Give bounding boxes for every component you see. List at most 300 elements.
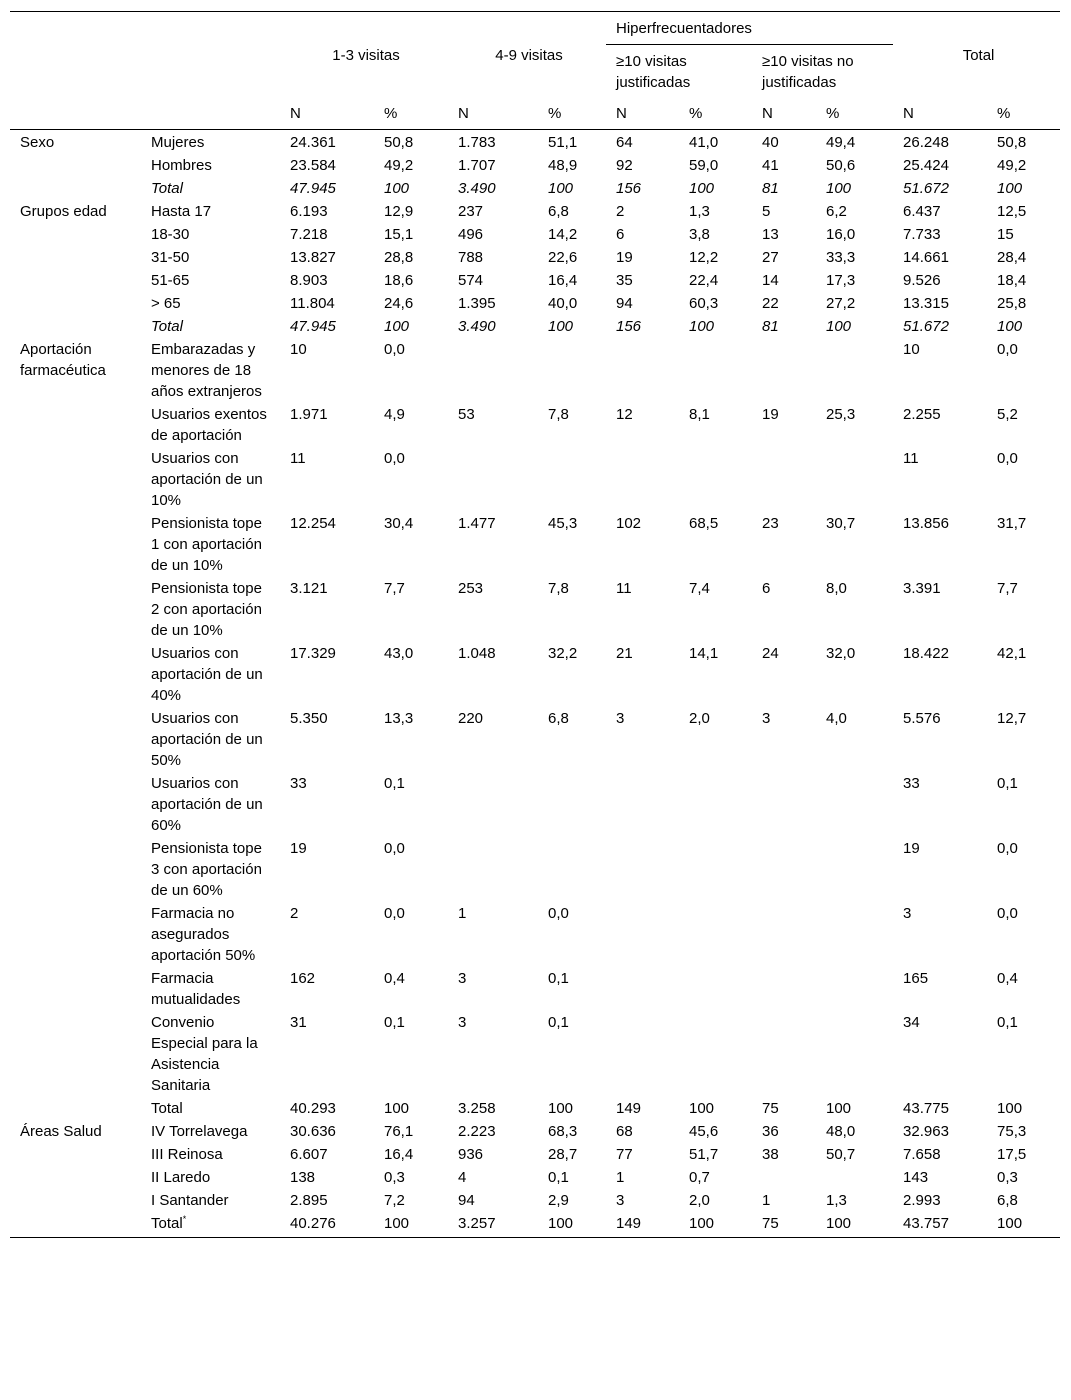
cell-pct <box>538 338 606 403</box>
cell-n: 1.783 <box>458 134 496 151</box>
cell-pct: 25,3 <box>826 406 856 423</box>
row-category: Convenio Especial para la Asistencia Sanitaria <box>151 1014 258 1094</box>
cell-pct: 8,1 <box>689 406 710 423</box>
cell-pct: 100 <box>997 1100 1023 1117</box>
table-row <box>10 338 1060 403</box>
cell-pct: 0,0 <box>997 840 1018 857</box>
cell-n: 9.526 <box>903 272 941 289</box>
cell-pct: 59,0 <box>689 157 719 174</box>
cell-pct: 1,3 <box>689 203 710 220</box>
cell-n: 11 <box>290 450 306 467</box>
cell-n: 143 <box>903 1169 929 1186</box>
cell-n: 6 <box>762 580 771 597</box>
cell-pct: 17,3 <box>826 272 856 289</box>
header-n: N <box>893 98 987 130</box>
table-row <box>10 1212 1060 1238</box>
header-pct: % <box>987 98 1060 130</box>
cell-pct: 100 <box>997 180 1023 197</box>
cell-pct: 32,0 <box>826 645 856 662</box>
cell-n: 165 <box>903 970 929 987</box>
cell-n: 41 <box>762 157 779 174</box>
cell-pct: 100 <box>374 1212 448 1238</box>
cell-pct: 43,0 <box>384 645 414 662</box>
cell-pct: 0,0 <box>384 905 405 922</box>
cell-pct: 0,0 <box>997 450 1018 467</box>
cell-n: 23 <box>762 515 779 532</box>
cell-n: 47.945 <box>290 318 336 335</box>
cell-n: 3.121 <box>290 580 328 597</box>
header-n: N <box>606 98 679 130</box>
cell-pct: 13,3 <box>384 710 414 727</box>
table-row <box>10 1097 1060 1120</box>
cell-n: 3 <box>458 1014 467 1031</box>
cell-pct: 0,4 <box>997 970 1018 987</box>
row-category: Farmacia mutualidades <box>151 970 241 1008</box>
cell-n <box>752 772 816 837</box>
header-blank <box>10 12 141 45</box>
header-10-justificadas: ≥10 visitas justificadas <box>616 52 691 91</box>
cell-pct: 18,6 <box>384 272 414 289</box>
cell-n <box>752 338 816 403</box>
table-row <box>10 642 1060 707</box>
cell-pct: 45,3 <box>548 515 578 532</box>
cell-n: 43.775 <box>903 1100 949 1117</box>
table-row <box>10 200 1060 223</box>
cell-n: 47.945 <box>290 180 336 197</box>
cell-n: 13.827 <box>290 249 336 266</box>
cell-pct: 7,8 <box>548 406 569 423</box>
cell-pct: 12,7 <box>997 710 1027 727</box>
table-row <box>10 223 1060 246</box>
header-pct: % <box>538 98 606 130</box>
cell-pct: 7,4 <box>689 580 710 597</box>
cell-n <box>606 772 679 837</box>
cell-n: 11 <box>616 580 632 597</box>
cell-n <box>448 338 538 403</box>
cell-n: 3.258 <box>458 1100 496 1117</box>
cell-pct: 100 <box>548 318 574 335</box>
cell-pct: 100 <box>826 180 852 197</box>
cell-pct <box>816 967 893 1011</box>
cell-pct: 100 <box>826 1100 852 1117</box>
cell-n: 3 <box>616 1192 625 1209</box>
cell-n: 156 <box>616 318 642 335</box>
cell-pct: 14,1 <box>689 645 719 662</box>
cell-pct: 30,4 <box>384 515 414 532</box>
cell-n: 2.993 <box>903 1192 941 1209</box>
cell-pct: 6,8 <box>997 1192 1018 1209</box>
cell-pct: 0,1 <box>997 1014 1018 1031</box>
cell-pct: 7,7 <box>384 580 405 597</box>
cell-pct: 100 <box>997 318 1023 335</box>
cell-pct: 49,2 <box>997 157 1027 174</box>
cell-n: 10 <box>290 341 307 358</box>
cell-n: 12 <box>616 406 633 423</box>
table-row <box>10 902 1060 967</box>
table-row <box>10 1143 1060 1166</box>
cell-n: 30.636 <box>290 1123 336 1140</box>
table-row <box>10 1166 1060 1189</box>
cell-pct: 0,7 <box>689 1169 710 1186</box>
cell-n: 13 <box>762 226 779 243</box>
cell-pct: 100 <box>548 1100 574 1117</box>
cell-n: 68 <box>616 1123 633 1140</box>
cell-pct: 12,9 <box>384 203 414 220</box>
cell-pct: 0,1 <box>548 1014 569 1031</box>
cell-n: 25.424 <box>903 157 949 174</box>
cell-n: 156 <box>616 180 642 197</box>
cell-pct: 28,8 <box>384 249 414 266</box>
cell-pct: 42,1 <box>997 645 1027 662</box>
cell-n: 12.254 <box>290 515 336 532</box>
cell-n: 51.672 <box>903 180 949 197</box>
cell-n <box>752 902 816 967</box>
cell-pct: 68,3 <box>548 1123 578 1140</box>
cell-pct: 27,2 <box>826 295 856 312</box>
cell-n: 3.391 <box>903 580 941 597</box>
cell-pct: 100 <box>384 1100 410 1117</box>
cell-pct: 100 <box>384 318 410 335</box>
cell-n <box>752 1166 816 1189</box>
row-category: Total* <box>141 1212 280 1238</box>
cell-pct: 0,4 <box>384 970 405 987</box>
cell-n <box>606 338 679 403</box>
cell-n: 6.193 <box>290 203 328 220</box>
cell-n <box>606 837 679 902</box>
cell-pct: 49,2 <box>384 157 414 174</box>
cell-n: 92 <box>616 157 633 174</box>
cell-n: 102 <box>616 515 642 532</box>
cell-pct: 14,2 <box>548 226 578 243</box>
cell-pct: 30,7 <box>826 515 856 532</box>
table-row <box>10 130 1060 155</box>
cell-n: 574 <box>458 272 484 289</box>
table-row <box>10 967 1060 1011</box>
cell-pct: 28,7 <box>548 1146 578 1163</box>
cell-pct: 15 <box>997 226 1014 243</box>
cell-n: 43.757 <box>893 1212 987 1238</box>
table-row <box>10 512 1060 577</box>
cell-pct: 51,1 <box>548 134 578 151</box>
table-row <box>10 246 1060 269</box>
cell-n: 3 <box>903 905 912 922</box>
cell-n: 6 <box>616 226 625 243</box>
row-category: Usuarios con aportación de un 10% <box>151 450 263 509</box>
cell-n: 3.490 <box>458 180 496 197</box>
cell-pct: 25,8 <box>997 295 1027 312</box>
cell-n: 2.223 <box>458 1123 496 1140</box>
cell-n: 19 <box>903 840 920 857</box>
cell-pct: 50,8 <box>384 134 414 151</box>
cell-n: 5 <box>762 203 771 220</box>
cell-n: 10 <box>903 341 920 358</box>
cell-n: 24 <box>762 645 779 662</box>
cell-pct: 15,1 <box>384 226 414 243</box>
cell-n: 5.350 <box>290 710 328 727</box>
table-row <box>10 154 1060 177</box>
cell-n: 11 <box>903 450 919 467</box>
cell-n: 7.658 <box>903 1146 941 1163</box>
cell-n: 936 <box>458 1146 484 1163</box>
cell-pct: 100 <box>816 1212 893 1238</box>
cell-pct: 24,6 <box>384 295 414 312</box>
header-total: Total <box>893 12 1060 99</box>
cell-pct <box>816 447 893 512</box>
cell-n: 162 <box>290 970 316 987</box>
cell-pct <box>679 837 752 902</box>
cell-pct: 33,3 <box>826 249 856 266</box>
table-row <box>10 577 1060 642</box>
cell-pct: 31,7 <box>997 515 1027 532</box>
cell-pct: 12,5 <box>997 203 1027 220</box>
cell-pct <box>679 1011 752 1097</box>
cell-pct: 100 <box>689 318 715 335</box>
cell-pct: 0,1 <box>548 1169 569 1186</box>
cell-pct: 100 <box>384 180 410 197</box>
cell-pct: 0,1 <box>384 1014 405 1031</box>
cell-n: 19 <box>762 406 779 423</box>
cell-n: 3 <box>458 970 467 987</box>
cell-pct <box>816 772 893 837</box>
cell-pct: 100 <box>987 1212 1060 1238</box>
cell-pct: 68,5 <box>689 515 719 532</box>
cell-pct: 0,3 <box>384 1169 405 1186</box>
cell-n: 2 <box>290 905 299 922</box>
cell-n: 138 <box>290 1169 316 1186</box>
cell-n: 149 <box>606 1212 679 1238</box>
table-container <box>10 11 1060 1238</box>
cell-n: 40.293 <box>290 1100 336 1117</box>
cell-n: 34 <box>903 1014 920 1031</box>
cell-pct: 16,0 <box>826 226 856 243</box>
cell-pct: 50,6 <box>826 157 856 174</box>
cell-pct: 8,0 <box>826 580 847 597</box>
cell-n <box>606 447 679 512</box>
cell-pct: 100 <box>538 1212 606 1238</box>
row-category: Pensionista tope 2 con aportación de un 10% <box>151 580 262 639</box>
cell-n: 220 <box>458 710 484 727</box>
cell-pct: 16,4 <box>384 1146 414 1163</box>
cell-pct: 17,5 <box>997 1146 1027 1163</box>
cell-pct: 60,3 <box>689 295 719 312</box>
cell-pct: 100 <box>548 180 574 197</box>
cell-pct <box>816 902 893 967</box>
cell-pct: 18,4 <box>997 272 1027 289</box>
table-row <box>10 269 1060 292</box>
row-category: Usuarios con aportación de un 60% <box>151 775 263 834</box>
cell-n: 2 <box>616 203 625 220</box>
cell-n: 3 <box>762 710 771 727</box>
cell-n: 21 <box>616 645 633 662</box>
header-pct: % <box>816 98 893 130</box>
cell-n: 35 <box>616 272 633 289</box>
cell-pct: 0,0 <box>997 341 1018 358</box>
table-body <box>10 130 1060 1238</box>
cell-n: 1 <box>458 905 467 922</box>
footnote-marker: * <box>182 1214 187 1224</box>
section-label: Sexo <box>20 134 55 151</box>
header-n: N <box>280 98 374 130</box>
row-category: Total <box>151 318 183 335</box>
cell-n: 5.576 <box>903 710 941 727</box>
table-row <box>10 1011 1060 1097</box>
cell-pct: 49,4 <box>826 134 856 151</box>
header-4-9-visitas: 4-9 visitas <box>448 12 606 99</box>
header-1-3-visitas: 1-3 visitas <box>280 12 448 99</box>
cell-pct: 4,0 <box>826 710 847 727</box>
table-row <box>10 707 1060 772</box>
cell-pct: 2,0 <box>689 710 710 727</box>
cell-n: 496 <box>458 226 484 243</box>
cell-pct: 7,2 <box>384 1192 405 1209</box>
row-category: 51-65 <box>151 272 190 289</box>
cell-n <box>606 1011 679 1097</box>
header-pct: % <box>679 98 752 130</box>
cell-n: 27 <box>762 249 779 266</box>
cell-n: 3 <box>616 710 625 727</box>
cell-pct <box>538 837 606 902</box>
row-category: Usuarios con aportación de un 50% <box>151 710 263 769</box>
row-category: Embarazadas y menores de 18 años extranjeros <box>151 341 262 400</box>
section-label: Grupos edad <box>20 203 107 220</box>
cell-pct: 0,0 <box>548 905 569 922</box>
cell-pct: 2,9 <box>548 1192 569 1209</box>
cell-n <box>606 967 679 1011</box>
row-category: Pensionista tope 3 con aportación de un 60% <box>151 840 262 899</box>
cell-pct: 1,3 <box>826 1192 847 1209</box>
cell-n: 94 <box>458 1192 475 1209</box>
cell-n: 64 <box>616 134 633 151</box>
cell-n: 11.804 <box>290 295 335 312</box>
cell-pct: 22,4 <box>689 272 719 289</box>
header-n: N <box>448 98 538 130</box>
cell-pct: 7,8 <box>548 580 569 597</box>
cell-n: 17.329 <box>290 645 336 662</box>
row-category: > 65 <box>151 295 181 312</box>
cell-pct: 100 <box>689 1100 715 1117</box>
cell-pct: 0,0 <box>384 450 405 467</box>
cell-pct: 50,8 <box>997 134 1027 151</box>
cell-n: 8.903 <box>290 272 328 289</box>
table-row <box>10 177 1060 200</box>
cell-n <box>448 837 538 902</box>
cell-n: 31 <box>290 1014 307 1031</box>
header-10-no-justificadas: ≥10 visitas no justificadas <box>762 52 854 91</box>
cell-pct: 3,8 <box>689 226 710 243</box>
row-category: Usuarios exentos de aportación <box>151 406 267 444</box>
cell-n: 7.218 <box>290 226 328 243</box>
cell-pct: 22,6 <box>548 249 578 266</box>
cell-pct <box>679 967 752 1011</box>
cell-n: 36 <box>762 1123 779 1140</box>
cell-pct: 51,7 <box>689 1146 719 1163</box>
cell-pct: 100 <box>689 180 715 197</box>
cell-n: 18.422 <box>903 645 949 662</box>
table-row <box>10 837 1060 902</box>
row-category: Hombres <box>151 157 212 174</box>
cell-n: 24.361 <box>290 134 336 151</box>
cell-n <box>752 837 816 902</box>
cell-pct <box>679 338 752 403</box>
cell-pct: 28,4 <box>997 249 1027 266</box>
row-category: Usuarios con aportación de un 40% <box>151 645 263 704</box>
cell-n: 14 <box>762 272 779 289</box>
cell-pct: 100 <box>679 1212 752 1238</box>
cell-n: 1.395 <box>458 295 496 312</box>
cell-n <box>448 772 538 837</box>
cell-n: 38 <box>762 1146 779 1163</box>
cell-n: 77 <box>616 1146 633 1163</box>
row-category: Total <box>151 180 183 197</box>
cell-n: 3.257 <box>448 1212 538 1238</box>
row-category: I Santander <box>151 1192 229 1209</box>
header-n: N <box>752 98 816 130</box>
cell-pct: 41,0 <box>689 134 719 151</box>
cell-n <box>752 447 816 512</box>
cell-n: 149 <box>616 1100 642 1117</box>
table-row <box>10 315 1060 338</box>
cell-pct: 48,0 <box>826 1123 856 1140</box>
cell-pct <box>538 772 606 837</box>
table-row <box>10 447 1060 512</box>
table-row <box>10 1120 1060 1143</box>
row-category: 18-30 <box>151 226 190 243</box>
cell-n: 2.255 <box>903 406 941 423</box>
cell-n: 40.276 <box>280 1212 374 1238</box>
cell-pct: 76,1 <box>384 1123 414 1140</box>
cell-n: 19 <box>616 249 633 266</box>
section-label: Aportación farmacéutica <box>20 341 106 379</box>
cell-n: 94 <box>616 295 633 312</box>
row-category: III Reinosa <box>151 1146 223 1163</box>
cell-pct: 16,4 <box>548 272 578 289</box>
cell-n: 1 <box>762 1192 771 1209</box>
cell-n <box>606 902 679 967</box>
cell-pct <box>679 902 752 967</box>
cell-pct <box>679 772 752 837</box>
cell-pct: 48,9 <box>548 157 578 174</box>
cell-pct <box>538 447 606 512</box>
cell-pct: 12,2 <box>689 249 719 266</box>
cell-n <box>752 1011 816 1097</box>
cell-n: 75 <box>762 1100 779 1117</box>
cell-pct: 45,6 <box>689 1123 719 1140</box>
cell-pct: 2,0 <box>689 1192 710 1209</box>
cell-pct: 4,9 <box>384 406 405 423</box>
row-category: Total <box>151 1100 183 1117</box>
cell-pct <box>816 837 893 902</box>
cell-n: 7.733 <box>903 226 941 243</box>
table-row <box>10 403 1060 447</box>
cell-pct: 75,3 <box>997 1123 1027 1140</box>
cell-n: 4 <box>458 1169 467 1186</box>
cell-pct <box>816 1166 893 1189</box>
section-label: Áreas Salud <box>20 1123 102 1140</box>
cell-n: 13.315 <box>903 295 949 312</box>
cell-pct: 0,0 <box>384 341 405 358</box>
row-category: Pensionista tope 1 con aportación de un 10% <box>151 515 262 574</box>
cell-pct: 7,7 <box>997 580 1018 597</box>
cell-pct: 100 <box>826 318 852 335</box>
cell-n: 788 <box>458 249 484 266</box>
cell-n: 23.584 <box>290 157 336 174</box>
row-category: Farmacia no asegurados aportación 50% <box>151 905 256 964</box>
cell-pct: 6,8 <box>548 203 569 220</box>
cell-n: 53 <box>458 406 475 423</box>
cell-n: 33 <box>903 775 920 792</box>
cell-n: 40 <box>762 134 779 151</box>
table-row <box>10 1189 1060 1212</box>
